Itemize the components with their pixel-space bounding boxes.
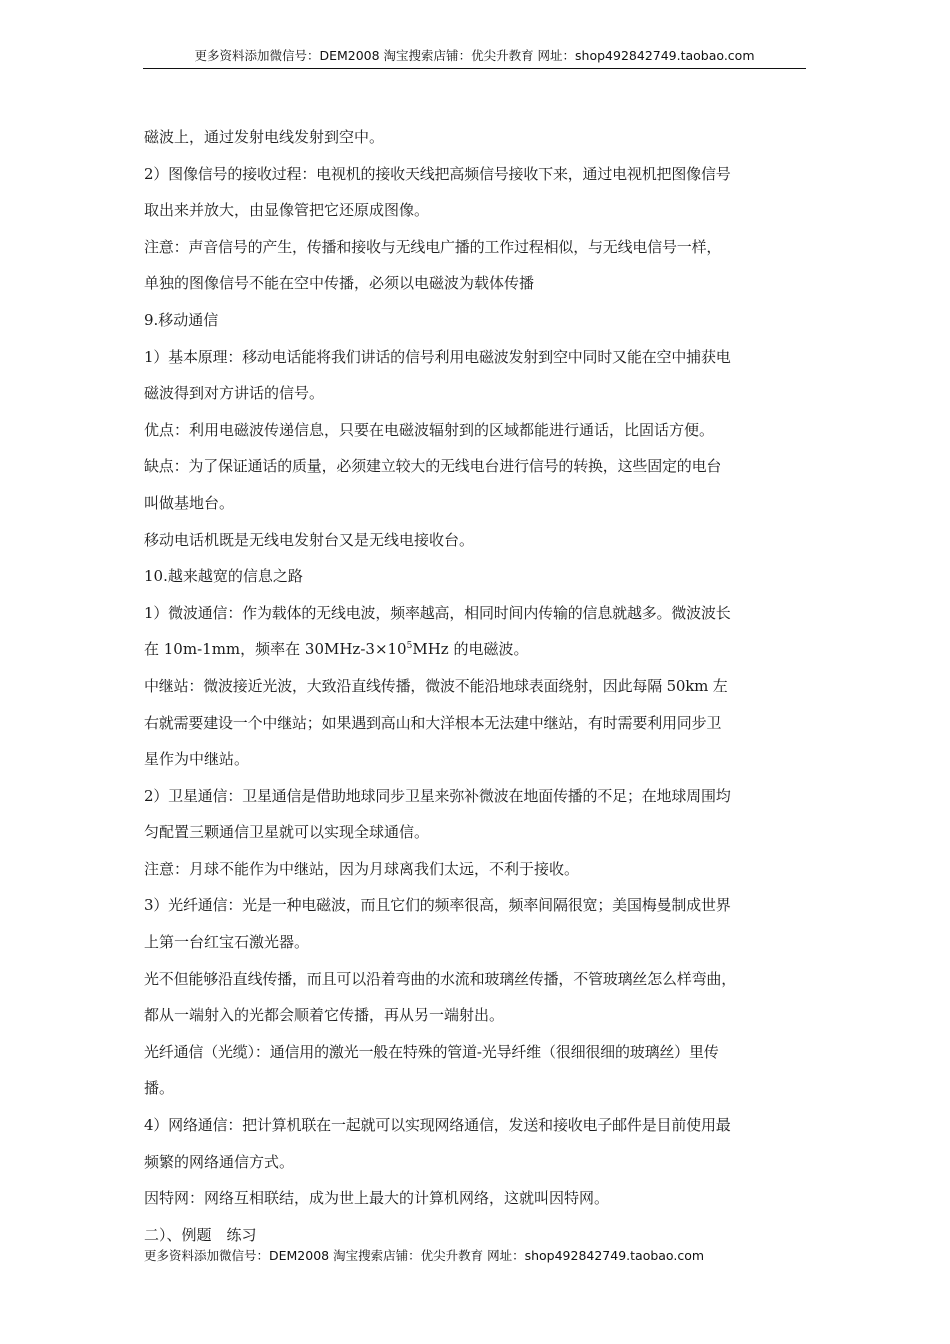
text-line: 匀配置三颗通信卫星就可以实现全球通信。 [144, 823, 430, 842]
text-line: 单独的图像信号不能在空中传播，必须以电磁波为载体传播 [144, 274, 535, 293]
text-line: 播。 [144, 1079, 175, 1098]
text-line: 叫做基地台。 [144, 493, 235, 512]
text-line: 取出来并放大，由显像管把它还原成图像。 [144, 201, 430, 220]
text-segment: 在 10m-1mm，频率在 30MHz-3×10 [144, 640, 407, 659]
text-line: 频繁的网络通信方式。 [144, 1152, 295, 1171]
text-line: 注意：声音信号的产生，传播和接收与无线电广播的工作过程相似，与无线电信号一样， [144, 237, 722, 256]
text-line: 因特网：网络互相联结，成为世上最大的计算机网络，这就叫因特网。 [144, 1189, 610, 1208]
section-heading: 9.移动通信 [144, 310, 219, 329]
text-line: 缺点：为了保证通话的质量，必须建立较大的无线电台进行信号的转换，这些固定的电台 [144, 457, 722, 476]
superscript: 5 [406, 641, 413, 652]
text-line: 4）网络通信：把计算机联在一起就可以实现网络通信，发送和接收电子邮件是目前使用最 [144, 1116, 731, 1135]
text-line-with-superscript [144, 631, 807, 668]
text-line: 2）图像信号的接收过程：电视机的接收天线把高频信号接收下来，通过电视机把图像信号 [144, 164, 731, 183]
text-line: 星作为中继站。 [144, 750, 250, 769]
text-line: 2）卫星通信：卫星通信是借助地球同步卫星来弥补微波在地面传播的不足；在地球周围均 [144, 786, 731, 805]
text-segment: MHz 的电磁波。 [412, 640, 529, 659]
text-line: 移动电话机既是无线电发射台又是无线电接收台。 [144, 530, 475, 549]
text-line: 注意：月球不能作为中继站，因为月球离我们太远，不利于接收。 [144, 859, 580, 878]
body-text [144, 119, 807, 1253]
section-heading: 二）、例题 练习 [144, 1225, 257, 1244]
page-footer: 更多资料添加微信号：DEM2008 淘宝搜索店铺：优尖升教育 网址：shop492842749.taobao.com [144, 1248, 705, 1263]
section-heading: 10.越来越宽的信息之路 [144, 567, 303, 586]
text-line: 磁波上，通过发射电线发射到空中。 [144, 128, 385, 146]
text-line: 上第一台红宝石激光器。 [144, 933, 310, 952]
text-line: 优点：利用电磁波传递信息，只要在电磁波辐射到的区域都能进行通话，比固话方便。 [144, 420, 715, 439]
text-line: 中继站：微波接近光波，大致沿直线传播，微波不能沿地球表面绕射，因此每隔 50km 左 [144, 676, 728, 695]
text-line: 1）基本原理：移动电话能将我们讲话的信号利用电磁波发射到空中同时又能在空中捕获电 [144, 347, 731, 366]
page-header: 更多资料添加微信号：DEM2008 淘宝搜索店铺：优尖升教育 网址：shop492842749.taobao.com [143, 46, 806, 69]
text-line: 右就需要建设一个中继站；如果遇到高山和大洋根本无法建中继站，有时需要利用同步卫 [144, 713, 722, 732]
text-line: 3）光纤通信：光是一种电磁波，而且它们的频率很高，频率间隔很宽；美国梅曼制成世界 [144, 896, 731, 915]
text-line: 光纤通信（光缆）：通信用的激光一般在特殊的管道-光导纤维（很细很细的玻璃丝）里传 [144, 1042, 719, 1061]
text-line: 磁波得到对方讲话的信号。 [144, 384, 325, 403]
text-line: 光不但能够沿直线传播，而且可以沿着弯曲的水流和玻璃丝传播，不管玻璃丝怎么样弯曲， [144, 969, 737, 988]
text-line: 都从一端射入的光都会顺着它传播，再从另一端射出。 [144, 1006, 505, 1025]
text-line: 1）微波通信：作为载体的无线电波，频率越高，相同时间内传输的信息就越多。微波波长 [144, 603, 731, 622]
